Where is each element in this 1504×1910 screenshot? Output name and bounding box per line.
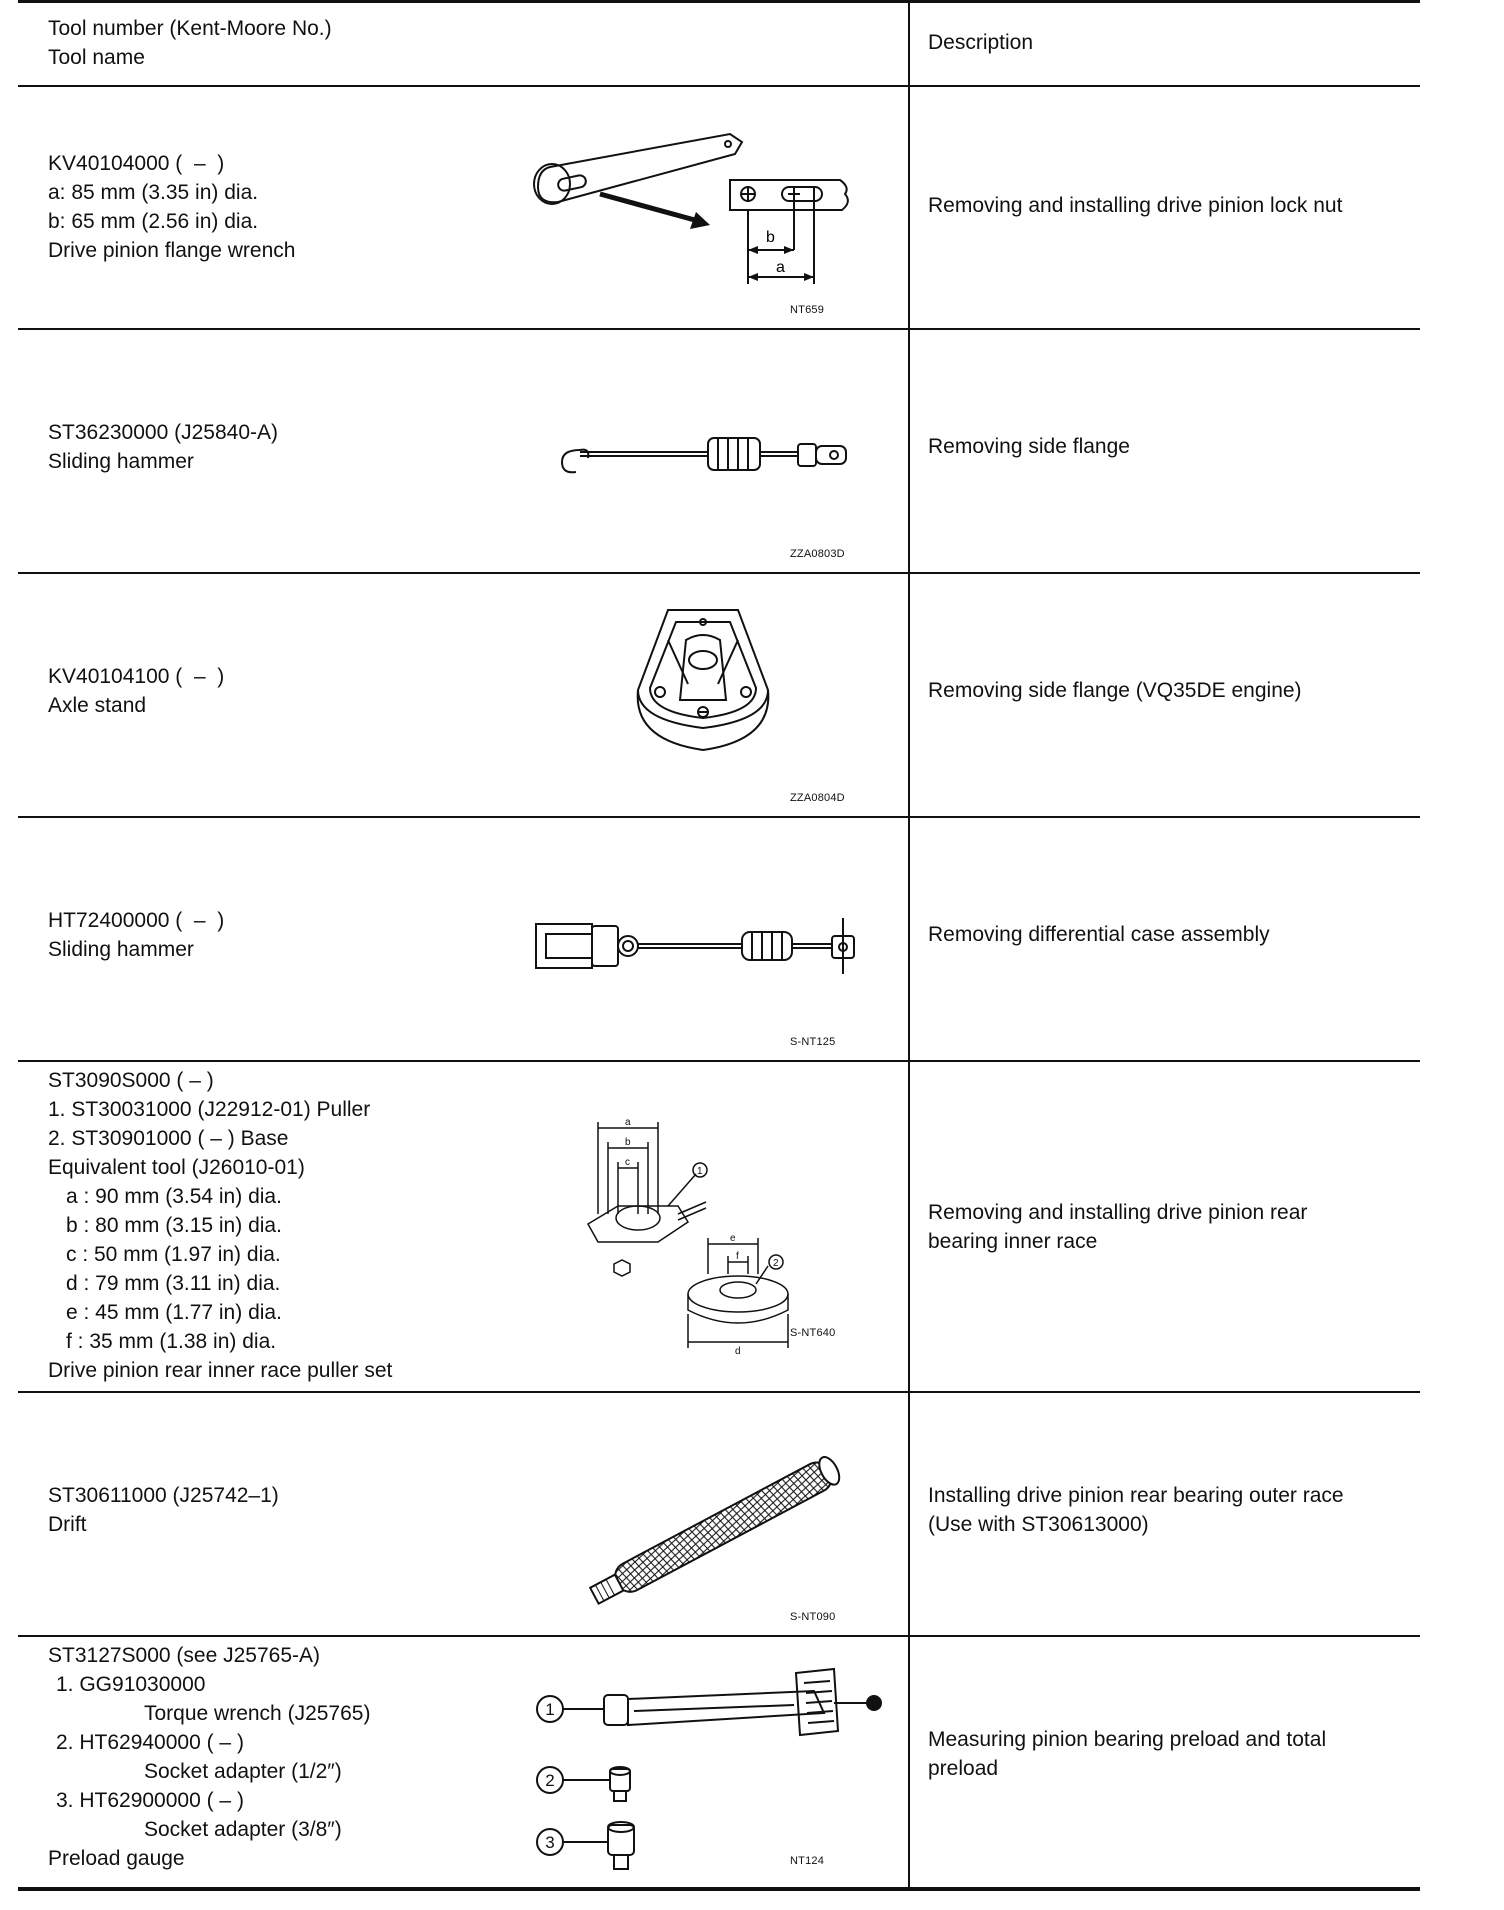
- description-line: preload: [928, 1757, 999, 1780]
- figure-code: ZZA0803D: [790, 548, 845, 560]
- figure-code: NT124: [790, 1855, 825, 1867]
- description-line: Removing side flange (VQ35DE engine): [928, 679, 1302, 702]
- tool-number: HT72400000 ( – ): [48, 909, 225, 932]
- figure-label: 2: [545, 1771, 555, 1790]
- figure-label: b: [766, 229, 775, 246]
- table-row: [18, 1062, 1420, 1391]
- figure-label: a: [776, 259, 785, 276]
- tool-number: KV40104100 ( – ): [48, 665, 225, 688]
- header-tool-number: Tool number (Kent-Moore No.): [48, 17, 332, 40]
- tool-spec-line: a : 90 mm (3.54 in) dia.: [66, 1185, 282, 1208]
- sliding-hammer-illustration: [558, 428, 848, 480]
- tool-name: Sliding hammer: [48, 450, 194, 473]
- axle-stand-illustration: [628, 600, 778, 760]
- table-row: [18, 818, 1420, 1060]
- table-header: [18, 0, 1420, 85]
- tool-spec-line: d : 79 mm (3.11 in) dia.: [66, 1272, 281, 1295]
- figure-label: c: [625, 1157, 630, 1168]
- tool-spec-line: Socket adapter (3/8″): [144, 1818, 342, 1841]
- figure-label: 3: [545, 1833, 555, 1852]
- tool-name: Sliding hammer: [48, 938, 194, 961]
- tool-number: ST3127S000 (see J25765-A): [48, 1644, 321, 1667]
- tool-spec-line: 3. HT62900000 ( – ): [56, 1789, 244, 1812]
- header-tool-name: Tool name: [48, 46, 145, 69]
- flange-wrench-illustration: [530, 132, 860, 307]
- description-line: (Use with ST30613000): [928, 1513, 1149, 1536]
- description-line: bearing inner race: [928, 1230, 1098, 1253]
- tool-number: KV40104000 ( – ): [48, 152, 225, 175]
- preload-gauge-illustration: [534, 1653, 894, 1873]
- figure-label: 2: [773, 1258, 779, 1269]
- tool-spec: [48, 418, 468, 476]
- tool-spec: [48, 1481, 468, 1539]
- figure-label: 1: [697, 1166, 703, 1177]
- figure-code: S-NT125: [790, 1036, 836, 1048]
- tool-name: Preload gauge: [48, 1847, 185, 1870]
- description-line: Installing drive pinion rear bearing outer race: [928, 1484, 1344, 1507]
- tool-spec-line: 1. ST30031000 (J22912-01) Puller: [48, 1098, 371, 1121]
- figure-label: d: [735, 1346, 741, 1354]
- tool-spec-line: Socket adapter (1/2″): [144, 1760, 342, 1783]
- figure-code: NT659: [790, 304, 825, 316]
- tool-description: [928, 1725, 1408, 1783]
- tool-table: [18, 0, 1420, 1892]
- description-line: Removing differential case assembly: [928, 923, 1270, 946]
- figure-code: S-NT640: [790, 1327, 836, 1339]
- tool-spec: [48, 1066, 468, 1385]
- tool-spec-line: a: 85 mm (3.35 in) dia.: [48, 181, 259, 204]
- figure-label: 1: [545, 1700, 555, 1719]
- figure-label: f: [736, 1251, 739, 1262]
- tool-spec-line: 2. ST30901000 ( – ) Base: [48, 1127, 289, 1150]
- tool-spec-line: 2. HT62940000 ( – ): [56, 1731, 244, 1754]
- tool-spec: [48, 906, 468, 964]
- tool-spec-line: c : 50 mm (1.97 in) dia.: [66, 1243, 281, 1266]
- tool-spec-line: b: 65 mm (2.56 in) dia.: [48, 210, 259, 233]
- table-row: [18, 1637, 1420, 1887]
- tool-description: [928, 1481, 1408, 1539]
- header-description: Description: [928, 31, 1034, 54]
- table-row: [18, 1393, 1420, 1635]
- tool-name: Drive pinion rear inner race puller set: [48, 1359, 393, 1382]
- figure-label: e: [730, 1233, 736, 1244]
- tool-number: ST36230000 (J25840-A): [48, 421, 278, 444]
- tool-spec: [48, 1641, 468, 1873]
- tool-description: [928, 676, 1408, 705]
- figure-code: ZZA0804D: [790, 792, 845, 804]
- table-row: [18, 87, 1420, 328]
- figure-code: S-NT090: [790, 1611, 836, 1623]
- tool-spec-line: Equivalent tool (J26010-01): [48, 1156, 305, 1179]
- tool-spec-line: f : 35 mm (1.38 in) dia.: [66, 1330, 277, 1353]
- tool-spec: [48, 149, 468, 265]
- table-row: [18, 330, 1420, 572]
- table-bottom-rule: [18, 1887, 1420, 1891]
- tool-description: [928, 432, 1408, 461]
- description-line: Removing side flange: [928, 435, 1130, 458]
- tool-spec: [48, 662, 468, 720]
- table-row: [18, 574, 1420, 816]
- tool-description: [928, 191, 1408, 220]
- tool-name: Drive pinion flange wrench: [48, 239, 296, 262]
- tool-number: ST30611000 (J25742–1): [48, 1484, 279, 1507]
- tool-spec-line: b : 80 mm (3.15 in) dia.: [66, 1214, 282, 1237]
- sliding-hammer-puller-illustration: [532, 916, 872, 976]
- puller-set-illustration: [578, 1114, 798, 1354]
- figure-label: b: [625, 1137, 631, 1148]
- tool-name: Drift: [48, 1513, 87, 1536]
- description-line: Removing and installing drive pinion lock nut: [928, 194, 1343, 217]
- description-line: Removing and installing drive pinion rear: [928, 1201, 1308, 1224]
- figure-label: a: [625, 1117, 631, 1128]
- tool-spec-line: 1. GG91030000: [56, 1673, 206, 1696]
- tool-spec-line: e : 45 mm (1.77 in) dia.: [66, 1301, 282, 1324]
- tool-number: ST3090S000 ( – ): [48, 1069, 214, 1092]
- header-tool-col: [48, 14, 468, 72]
- drift-illustration: [564, 1451, 864, 1611]
- tool-description: [928, 1198, 1408, 1256]
- tool-description: [928, 920, 1408, 949]
- tool-spec-line: Torque wrench (J25765): [144, 1702, 371, 1725]
- description-line: Measuring pinion bearing preload and total: [928, 1728, 1327, 1751]
- tool-name: Axle stand: [48, 694, 147, 717]
